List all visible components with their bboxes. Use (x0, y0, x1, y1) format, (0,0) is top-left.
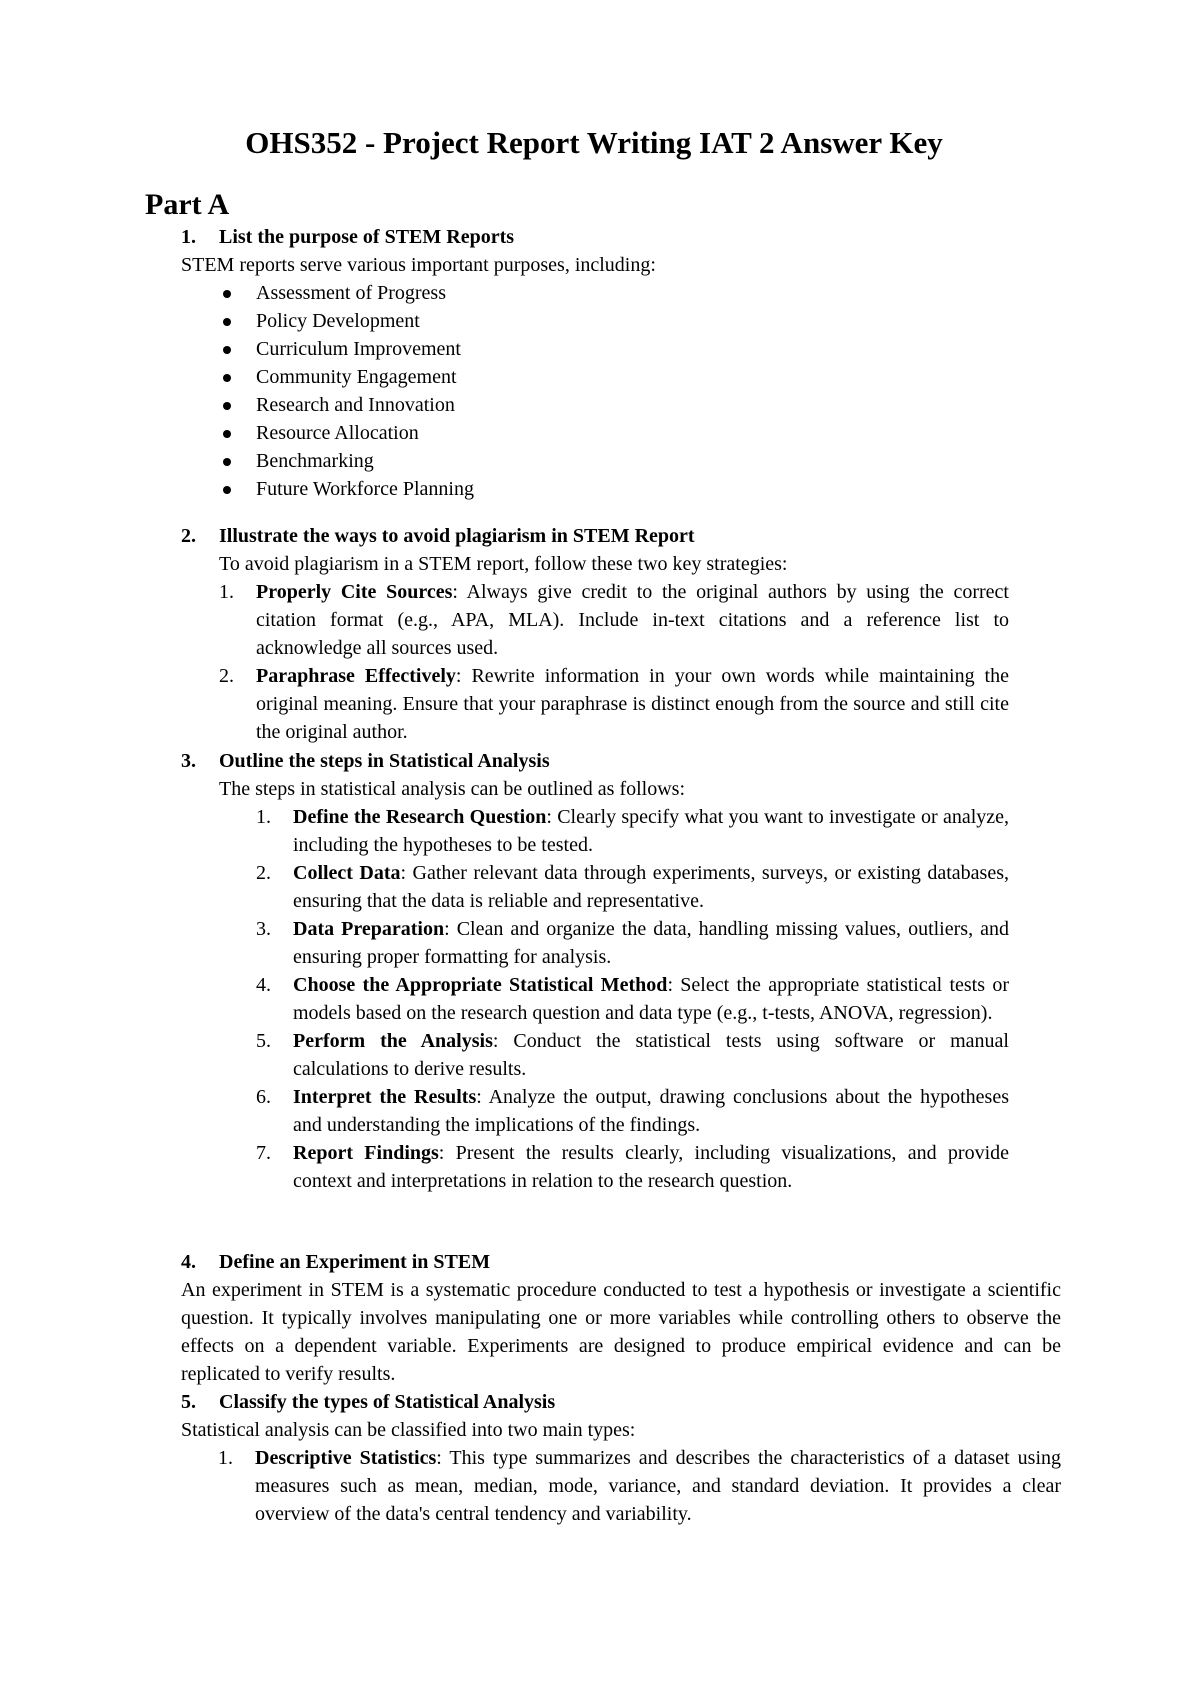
question-3-list (256, 803, 1009, 1195)
question-1-heading (181, 223, 1009, 251)
list-item-term: Report Findings (293, 1142, 439, 1164)
list-item-text: : Present the results clearly, including visualizations, and provide context and interpretations in relation to the research question. (293, 1142, 1009, 1192)
question-4-number: 4. (181, 1251, 196, 1273)
list-item (219, 419, 1009, 447)
question-2 (181, 522, 1009, 746)
list-item (256, 915, 1009, 971)
question-3-heading (181, 747, 1009, 775)
question-5 (181, 1388, 1061, 1528)
list-item-number: 2. (256, 862, 271, 884)
list-item-number: 1. (219, 581, 234, 603)
bullet-icon (223, 346, 231, 354)
list-item-text: Research and Innovation (256, 394, 455, 416)
question-4-title: Define an Experiment in STEM (219, 1251, 491, 1273)
list-item-text: Resource Allocation (256, 422, 419, 444)
question-2-intro: To avoid plagiarism in a STEM report, follow these two key strategies: (219, 553, 788, 575)
list-item (219, 662, 1009, 746)
list-item-text: : Clean and organize the data, handling missing values, outliers, and ensuring proper formatting for analysis. (293, 918, 1009, 968)
list-item-text: Curriculum Improvement (256, 338, 461, 360)
question-2-title: Illustrate the ways to avoid plagiarism in STEM Report (219, 525, 695, 547)
question-4-body: An experiment in STEM is a systematic procedure conducted to test a hypothesis or investigate a scientific question. It typically involves manipulating one or more variables while controlling others to observe the effects on a dependent variable. Experiments are designed to produce empirical evidence and can be replicated to verify results. (181, 1279, 1061, 1385)
list-item (219, 279, 1009, 307)
question-2-heading (181, 522, 1009, 550)
list-item-text: : This type summarizes and describes the characteristics of a dataset using measures such as mean, median, mode, variance, and standard deviation. It provides a clear overview of the data's central tendency and variability. (255, 1447, 1061, 1525)
list-item (219, 578, 1009, 662)
list-item-term: Paraphrase Effectively (256, 665, 456, 687)
question-3-number: 3. (181, 750, 196, 772)
list-item-text: : Clearly specify what you want to investigate or analyze, including the hypotheses to be tested. (293, 806, 1010, 856)
bullet-icon (223, 290, 231, 298)
list-item-number: 3. (256, 918, 271, 940)
list-item-text: Future Workforce Planning (256, 478, 474, 500)
list-item (256, 859, 1009, 915)
list-item-term: Interpret the Results (293, 1086, 477, 1108)
bullet-icon (223, 430, 231, 438)
list-item-number: 7. (256, 1142, 271, 1164)
list-item (219, 363, 1009, 391)
list-item-term: Collect Data (293, 862, 401, 884)
list-item (219, 447, 1009, 475)
list-item-text: : Gather relevant data through experiments, surveys, or existing databases, ensuring that the data is reliable and representative. (293, 862, 1009, 912)
document-title: OHS352 - Project Report Writing IAT 2 Answer Key (245, 125, 943, 160)
question-3-title: Outline the steps in Statistical Analysis (219, 750, 550, 772)
bullet-icon (223, 458, 231, 466)
list-item-term: Define the Research Question (293, 806, 547, 828)
list-item-text: : Rewrite information in your own words while maintaining the original meaning. Ensure that your paraphrase is distinct enough from the source and still cite the original author. (256, 665, 1009, 743)
question-2-number: 2. (181, 525, 196, 547)
question-1-intro: STEM reports serve various important purposes, including: (181, 254, 656, 276)
list-item-number: 2. (219, 665, 234, 687)
part-heading: Part A (145, 188, 230, 221)
question-1-bullet-list (219, 279, 1009, 503)
list-item (256, 1139, 1009, 1195)
list-item-text: Benchmarking (256, 450, 374, 472)
list-item-number: 4. (256, 974, 271, 996)
list-item-number: 6. (256, 1086, 271, 1108)
list-item-term: Properly Cite Sources (256, 581, 453, 603)
list-item-number: 5. (256, 1030, 271, 1052)
question-5-title: Classify the types of Statistical Analysis (219, 1391, 556, 1413)
list-item-text: : Always give credit to the original authors by using the correct citation format (e.g., APA, MLA). Include in-text citations and a reference list to acknowledge all sources used. (256, 581, 1009, 659)
list-item-term: Descriptive Statistics (255, 1447, 437, 1469)
list-item (218, 1444, 1061, 1528)
bullet-icon (223, 374, 231, 382)
question-4-heading (181, 1248, 1061, 1276)
question-1-title: List the purpose of STEM Reports (219, 226, 515, 248)
question-5-list (218, 1444, 1061, 1528)
question-1-number: 1. (181, 226, 196, 248)
list-item-text: Policy Development (256, 310, 420, 332)
list-item (256, 803, 1009, 859)
question-5-intro: Statistical analysis can be classified into two main types: (181, 1419, 636, 1441)
question-2-list (219, 578, 1009, 746)
list-item (219, 307, 1009, 335)
question-5-heading (181, 1388, 1061, 1416)
question-3 (181, 747, 1010, 1195)
bullet-icon (223, 402, 231, 410)
list-item-term: Perform the Analysis (293, 1030, 493, 1052)
list-item (219, 335, 1009, 363)
list-item-text: : Analyze the output, drawing conclusions about the hypotheses and understanding the implications of the findings. (293, 1086, 1009, 1136)
list-item-number: 1. (218, 1447, 233, 1469)
list-item-number: 1. (256, 806, 271, 828)
list-item-text: Community Engagement (256, 366, 457, 388)
bullet-icon (223, 318, 231, 326)
list-item (256, 1027, 1009, 1083)
list-item-text: : Conduct the statistical tests using software or manual calculations to derive results. (293, 1030, 1009, 1080)
question-3-intro: The steps in statistical analysis can be outlined as follows: (219, 778, 686, 800)
question-5-number: 5. (181, 1391, 196, 1413)
question-1 (181, 223, 1009, 503)
list-item-text: Assessment of Progress (256, 282, 446, 304)
list-item-text: : Select the appropriate statistical tests or models based on the research question and data type (e.g., t-tests, ANOVA, regression). (293, 974, 1009, 1024)
list-item-term: Data Preparation (293, 918, 445, 940)
bullet-icon (223, 486, 231, 494)
list-item (256, 1083, 1009, 1139)
list-item-term: Choose the Appropriate Statistical Method (293, 974, 668, 996)
list-item (219, 475, 1009, 503)
list-item (256, 971, 1009, 1027)
question-4 (181, 1248, 1061, 1388)
list-item (219, 391, 1009, 419)
